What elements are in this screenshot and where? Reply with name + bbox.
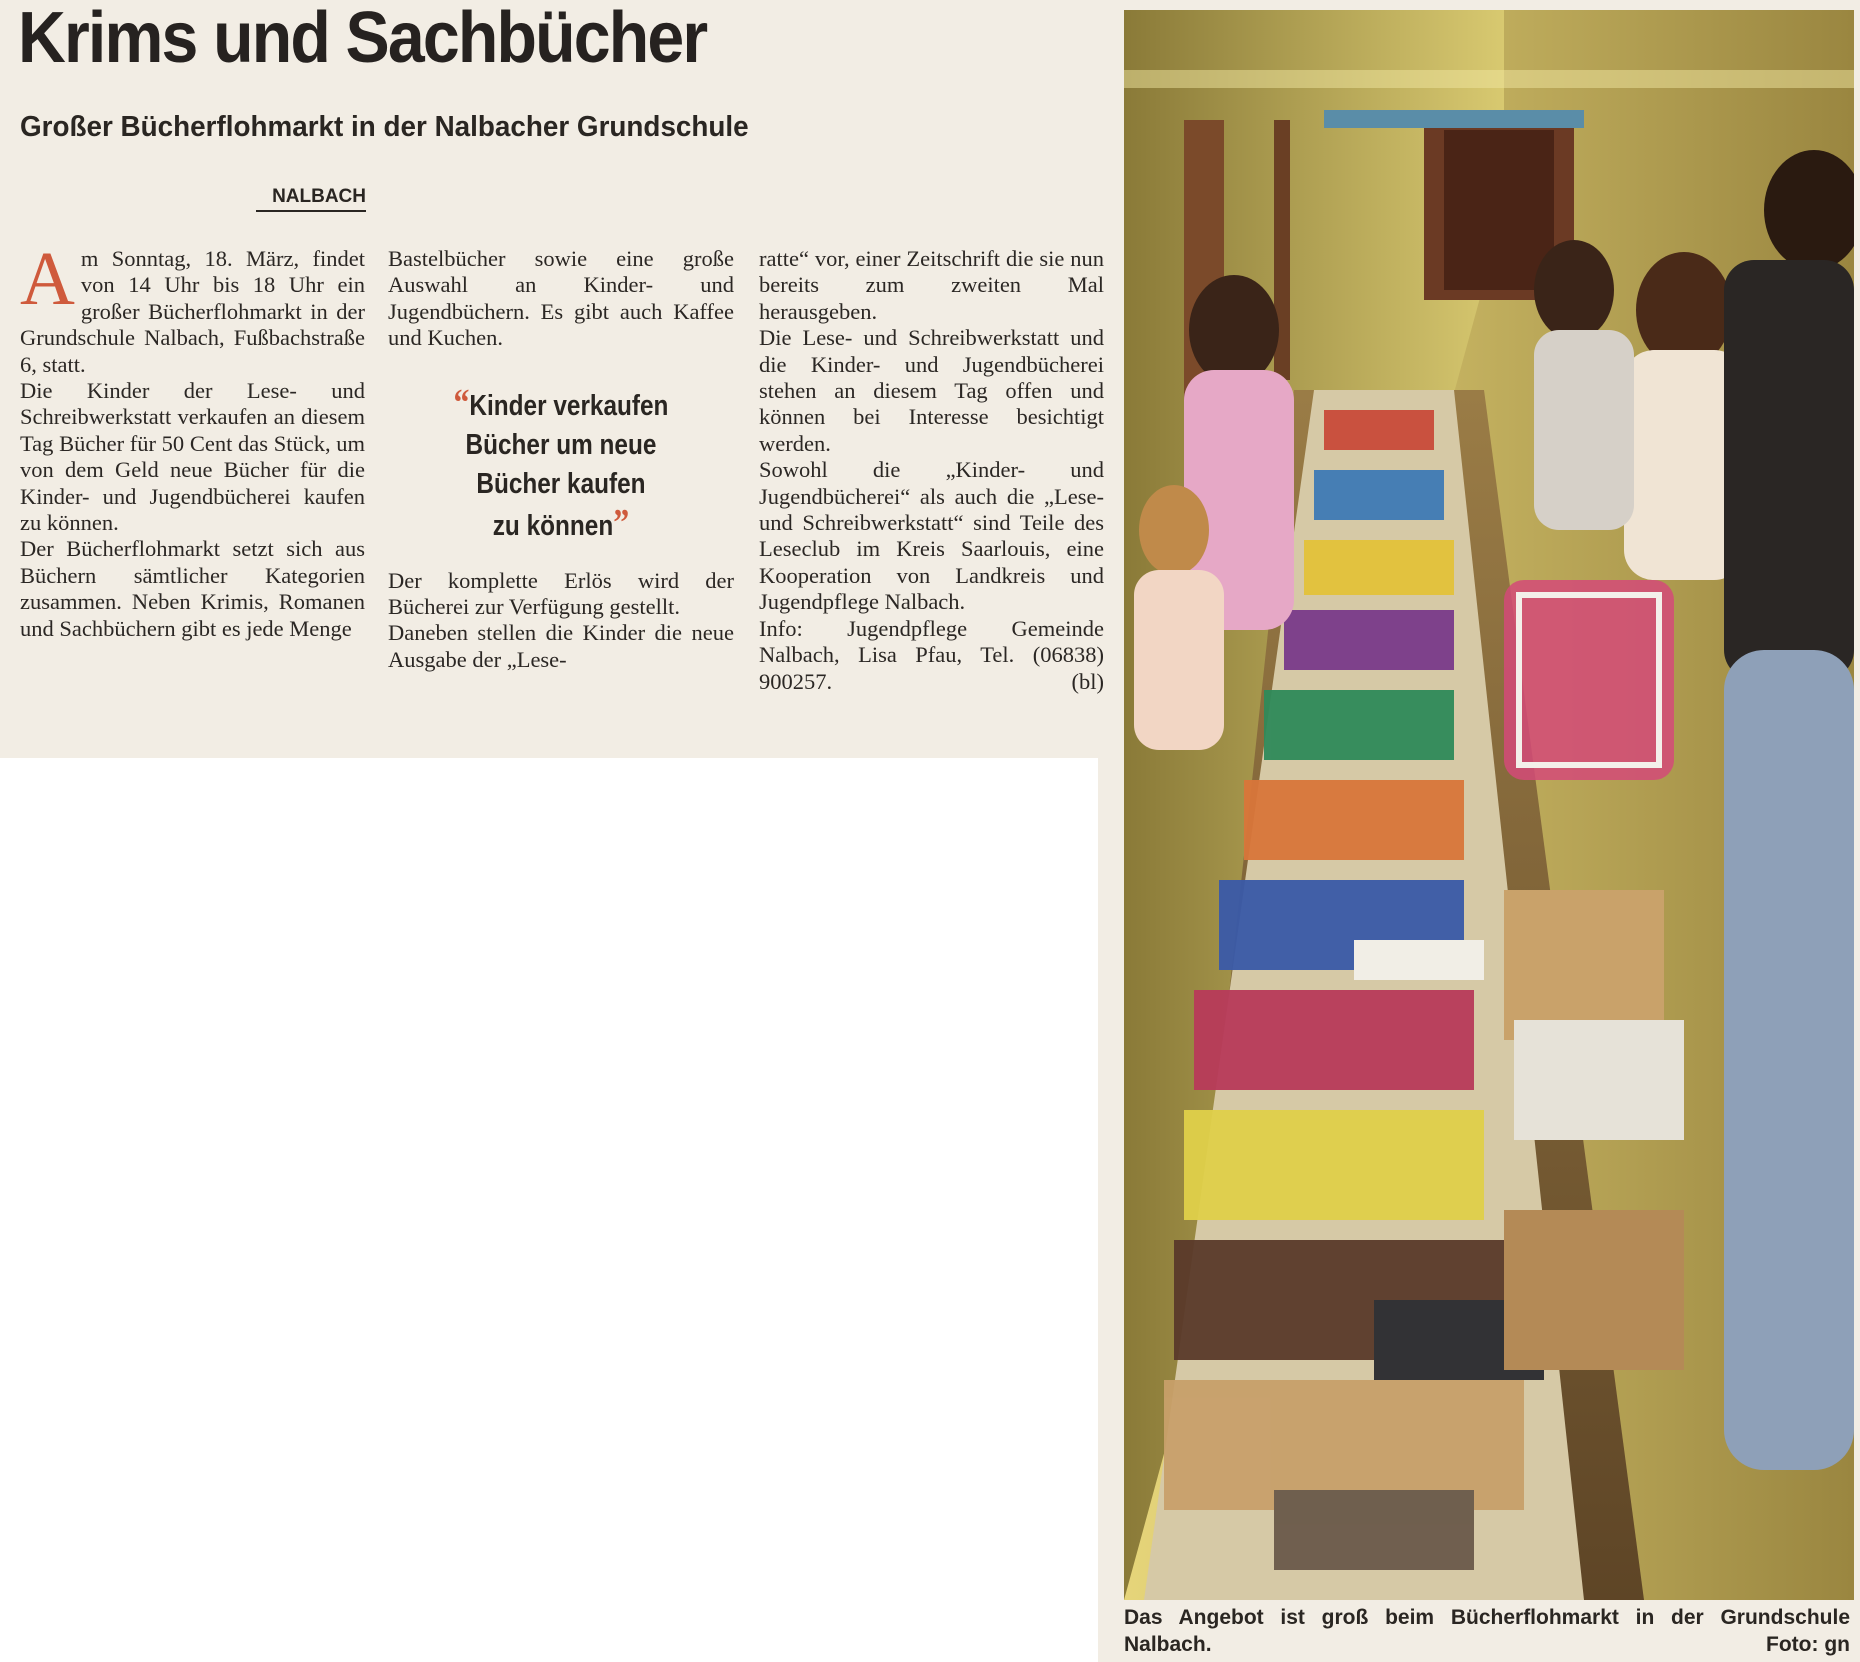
photo-caption	[1124, 1604, 1850, 1658]
pull-quote-line: Bücher kaufen	[476, 467, 646, 500]
paragraph: Die Lese- und Schreibwerkstatt und die Kinder- und Jugendbücherei stehen an diesem Tag offen und können bei Interesse besichtigt werden.	[759, 325, 1104, 456]
caption-text: Das Angebot ist groß beim Bücherflohmarkt in der Grundschule Nalbach.	[1124, 1606, 1850, 1656]
quote-close-mark: ”	[613, 501, 630, 544]
pull-quote-line: Kinder verkaufen	[469, 389, 669, 422]
paragraph: Die Kinder der Lese- und Schreibwerkstatt verkaufen an diesem Tag Bücher für 50 Cent das Stück, um von dem Geld neue Bücher für die Kinder- und Jugendbücherei kaufen zu können.	[20, 378, 365, 536]
article-column-3	[759, 246, 1104, 695]
subheadline: Großer Bücherflohmarkt in der Nalbacher Grundschule	[20, 111, 749, 143]
paragraph: Der komplette Erlös wird der Bücherei zur Verfügung gestellt.	[388, 567, 734, 620]
paragraph: Bastelbücher sowie eine große Auswahl an Kinder- und Jugendbüchern. Es gibt auch Kaffee und Kuchen.	[388, 246, 734, 351]
photo-credit: Foto: gn	[1766, 1633, 1850, 1656]
paragraph: Sowohl die „Kinder- und Jugendbücherei“ als auch die „Lese- und Schreibwerkstatt“ sind Teile des Leseclub im Kreis Saarlouis, eine Kooperation von Landkreis und Jugendpflege Nalbach.	[759, 457, 1104, 615]
article-column-1	[20, 237, 365, 642]
pull-quote	[388, 381, 734, 546]
paragraph: m Sonntag, 18. März, findet von 14 Uhr bis 18 Uhr ein großer Bücherflohmarkt in der Grundschule Nalbach, Fußbachstraße 6, statt.	[20, 246, 365, 377]
paragraph: ratte“ vor, einer Zeitschrift die sie nun bereits zum zweiten Mal herausgeben.	[759, 246, 1104, 324]
pull-quote-line: zu können	[492, 509, 614, 542]
quote-open-mark: “	[453, 381, 470, 424]
photo-illustration	[1124, 10, 1854, 1600]
pull-quote-line: Bücher um neue	[465, 428, 657, 461]
author-tag: (bl)	[1071, 668, 1104, 694]
article-column-2	[388, 246, 734, 673]
paragraph	[759, 616, 1104, 695]
book-market-photo	[1124, 10, 1854, 1600]
info-line: Info: Jugendpflege Gemeinde Nalbach, Lisa Pfau, Tel. (06838) 900257.	[759, 615, 1104, 694]
drop-cap: A	[20, 237, 75, 321]
headline: Krims und Sachbücher	[18, 0, 707, 78]
paragraph: Daneben stellen die Kinder die neue Ausgabe der „Lese-	[388, 620, 734, 672]
dateline: NALBACH	[256, 186, 366, 212]
paragraph: Der Bücherflohmarkt setzt sich aus Büchern sämtlicher Kategorien zusammen. Neben Krimis, Romanen und Sachbüchern gibt es jede Menge	[20, 536, 365, 641]
